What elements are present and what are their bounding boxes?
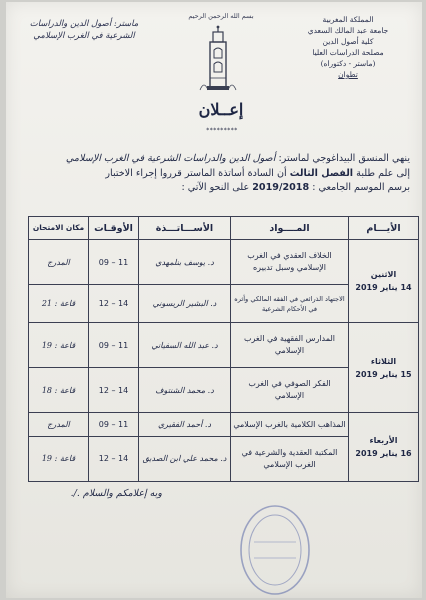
announcement-title: إعــلان (198, 100, 244, 119)
day-label: الأربعاء (369, 436, 398, 446)
header-line: (ماستر - دكتوراه) (320, 59, 376, 68)
exam-schedule-table (28, 216, 419, 482)
course-cell: المكتبة العقدية والشرعية في الغرب الإسلامي (231, 436, 349, 481)
time-cell: 14 – 12 (89, 285, 139, 323)
intro-line-2: إلى علم طلبة الفصل الثالث أن السادة أساتذة الماستر قرروا إجراء الاختبار (105, 167, 410, 179)
university-minaret-logo (196, 24, 240, 94)
header-days: الأيـــام (349, 217, 419, 240)
header-line: المملكة المغربية (322, 15, 374, 24)
header-times: الأوقـات (89, 217, 139, 240)
course-cell: الفكر الصوفي في الغرب الإسلامي (231, 368, 349, 413)
header-courses: المــــواد (231, 217, 349, 240)
header-line: الشرعية في الغرب الإسلامي (33, 31, 135, 41)
course-cell: الخلاف العقدي في الغرب الإسلامي وسبل تدبيره (231, 240, 349, 285)
table-row (29, 323, 419, 368)
time-cell: 11 – 09 (89, 240, 139, 285)
title-divider-stars: ********* (206, 127, 238, 134)
academic-year: 2019/2018 (252, 182, 310, 193)
professor-cell: د. البشير الريسوني (139, 285, 231, 323)
course-cell: المدارس الفقهية في الغرب الإسلامي (231, 323, 349, 368)
semester-highlight: الفصل الثالث (289, 167, 354, 179)
announcement-intro (12, 152, 410, 196)
room-cell: قاعة : 19 (29, 436, 89, 481)
professor-cell: د. يوسف بنلمهدي (139, 240, 231, 285)
official-stamp (238, 502, 312, 598)
header-exam-location: مكان الامتحان (29, 217, 89, 240)
day-date: 16 يناير 2019 (355, 449, 412, 459)
header-line: ماستر: أصول الدين والدراسات (29, 19, 139, 29)
course-cell: المذاهب الكلامية بالغرب الإسلامي (231, 413, 349, 436)
day-cell (349, 323, 419, 413)
time-cell: 14 – 12 (89, 436, 139, 481)
professor-cell: د. محمد علي ابن الصديق (139, 436, 231, 481)
announcement-page (6, 2, 422, 598)
day-label: الاثنين (370, 270, 397, 280)
course-cell: الاجتهاد الذرائعي في الفقه المالكي وأثره في الأحكام الشرعية (231, 285, 349, 323)
header-professors: الأســـاتـــذة (139, 217, 231, 240)
header-line: جامعة عبد المالك السعدي (307, 26, 389, 35)
table-header-row (29, 217, 419, 240)
header-line: مصلحة الدراسات العليا (312, 48, 384, 57)
day-label: الثلاثاء (370, 356, 397, 366)
room-cell: قاعة : 21 (29, 285, 89, 323)
professor-cell: د. عبد الله السفياني (139, 323, 231, 368)
room-cell: المدرج (29, 413, 89, 436)
intro-line-1: ينهي المنسق البيداغوجي لماستر: أصول الدين والدراسات الشرعية في الغرب الإسلامي (65, 153, 410, 164)
institution-header (288, 14, 408, 80)
time-cell: 11 – 09 (89, 413, 139, 436)
room-cell: قاعة : 18 (29, 368, 89, 413)
header-line: كلية أصول الدين (322, 37, 374, 46)
table-row (29, 240, 419, 285)
professor-cell: د. أحمد الفقيري (139, 413, 231, 436)
header-line: تطوان (338, 70, 358, 79)
closing-line: وبه إعلامكم والسلام ./. (70, 488, 162, 499)
professor-cell: د. محمد الشنتوف (139, 368, 231, 413)
day-cell (349, 240, 419, 323)
day-date: 14 يناير 2019 (355, 283, 412, 293)
time-cell: 14 – 12 (89, 368, 139, 413)
table-row (29, 413, 419, 436)
intro-line-3: برسم الموسم الجامعي : 2019/2018 على النحو الآتي : (181, 182, 410, 193)
room-cell: قاعة : 19 (29, 323, 89, 368)
day-date: 15 يناير 2019 (355, 369, 412, 379)
master-program-header (22, 18, 146, 42)
basmala: بسم الله الرحمن الرحيم (188, 12, 254, 20)
day-cell (349, 413, 419, 482)
room-cell: المدرج (29, 240, 89, 285)
time-cell: 11 – 09 (89, 323, 139, 368)
